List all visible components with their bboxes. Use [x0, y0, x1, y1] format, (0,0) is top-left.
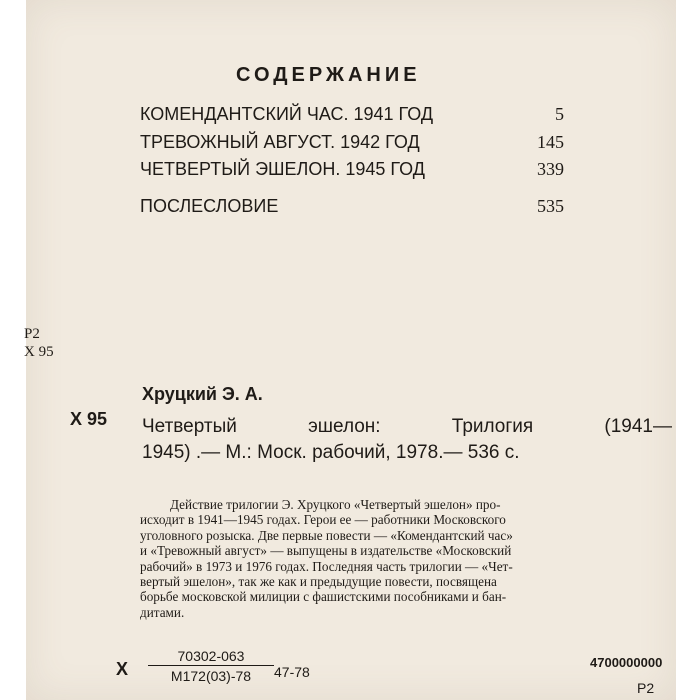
- index-code: 4700000000: [590, 655, 663, 670]
- fraction-numerator: 70302-063: [148, 648, 274, 666]
- footer-letter: Х: [116, 659, 129, 679]
- toc-item: [140, 104, 564, 128]
- entry-title-line-1: Четвертый эшелон: Трилогия (1941—: [142, 416, 672, 437]
- annotation-line: борьбе московской милиции с фашистскими пособниками и бан-: [140, 589, 507, 605]
- annotation-line: Действие трилогии Э. Хруцкого «Четвертый эшелон» про-: [170, 497, 501, 512]
- toc-item-page: 339: [537, 159, 564, 179]
- toc-item-page: 5: [555, 104, 564, 124]
- annotation-line: рабочий» в 1973 и 1976 годах. Последняя часть трилогии — «Чет-: [140, 558, 513, 574]
- price-fraction: [148, 648, 274, 684]
- annotation-line: вертый эшелон», так же как и предыдущие повести, посвящена: [140, 574, 497, 590]
- toc-item-page: 535: [537, 196, 564, 216]
- toc-item-page: 145: [537, 132, 564, 152]
- fraction-suffix: 47-78: [274, 664, 310, 680]
- annotation-line: уголовного розыска. Две первые повести — «Комендантский час»: [140, 527, 513, 543]
- toc-item: [140, 132, 564, 156]
- toc-item-title: ТРЕВОЖНЫЙ АВГУСТ. 1942 ГОД: [140, 132, 420, 152]
- toc-item-title: КОМЕНДАНТСКИЙ ЧАС. 1941 ГОД: [140, 104, 434, 124]
- annotation: [140, 497, 670, 620]
- author-sign: Х 95: [24, 344, 54, 360]
- toc-heading: СОДЕРЖАНИЕ: [236, 64, 421, 86]
- toc-item-title: ЧЕТВЕРТЫЙ ЭШЕЛОН. 1945 ГОД: [140, 159, 425, 179]
- fraction-denominator: М172(03)-78: [170, 668, 252, 684]
- footer-bbk: Р2: [637, 680, 655, 696]
- toc-item: [140, 159, 564, 183]
- toc-item: [140, 196, 564, 220]
- annotation-line: дитами.: [140, 604, 185, 620]
- annotation-line: исходит в 1941—1945 годах. Герои ее — работники Московского: [140, 512, 506, 528]
- bbk-code: Р2: [24, 326, 40, 342]
- annotation-line: и «Тревожный август» — выпущены в издательстве «Московский: [140, 543, 512, 559]
- toc-item-title: ПОСЛЕСЛОВИЕ: [140, 196, 279, 216]
- book-page: [26, 0, 676, 700]
- entry-author: Хруцкий Э. А.: [142, 384, 263, 404]
- entry-title-line-2: 1945) .— М.: Моск. рабочий, 1978.— 536 с.: [142, 442, 520, 463]
- entry-code: Х 95: [70, 409, 108, 429]
